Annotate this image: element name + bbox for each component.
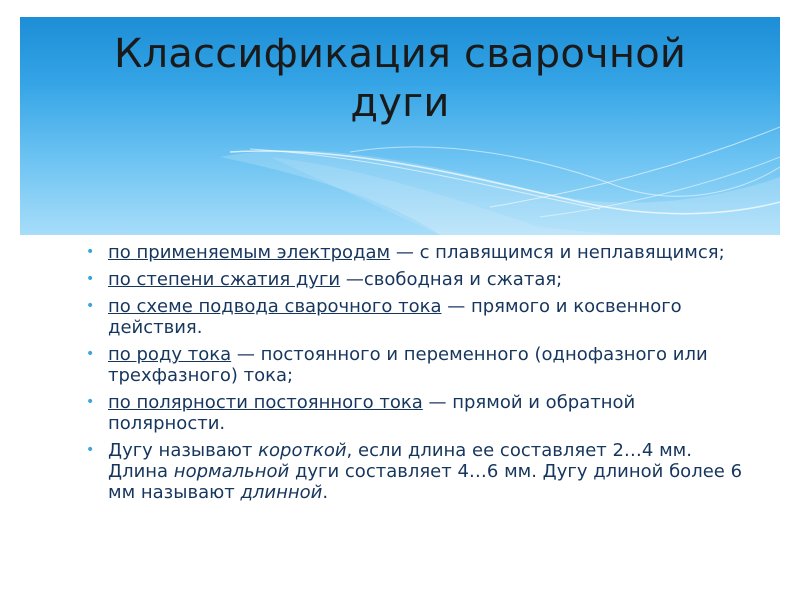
item-term: по применяемым электродам <box>108 242 391 263</box>
list-item <box>86 242 746 263</box>
slide-title-line2: дуги <box>350 80 450 126</box>
arc-text-part: . <box>322 482 329 503</box>
list-item-arc-length <box>86 440 746 503</box>
item-text: — с плавящимся и неплавящимся; <box>390 242 725 263</box>
arc-term-long: длинной <box>240 482 323 503</box>
item-text: — прямого и косвенного действия. <box>108 296 682 338</box>
list-item <box>86 392 746 434</box>
list-item <box>86 296 746 338</box>
list-item <box>86 344 746 386</box>
bullet-icon: • <box>86 346 95 362</box>
item-text: —свободная и сжатая; <box>340 269 563 290</box>
arc-term-normal: нормальной <box>173 461 290 482</box>
bullet-icon: • <box>86 271 95 287</box>
arc-text-part: дуги составляет 4…6 мм. Дугу длиной более 6 мм называют <box>108 461 743 503</box>
item-term: по полярности постоянного тока <box>108 392 423 413</box>
item-term: по схеме подвода сварочного тока <box>108 296 442 317</box>
bullet-icon: • <box>86 298 95 314</box>
item-text: — прямой и обратной полярности. <box>108 392 636 434</box>
arc-text-part: , если длина ее составляет 2…4 мм. Длина <box>108 440 692 482</box>
item-term: по роду тока <box>108 344 232 365</box>
classification-list <box>86 242 746 509</box>
bullet-icon: • <box>86 394 95 410</box>
slide-title <box>0 30 800 128</box>
item-text: — постоянного и переменного (однофазного или трехфазного) тока; <box>108 344 708 386</box>
slide-title-line1: Классификация сварочной <box>113 31 687 77</box>
list-item <box>86 269 746 290</box>
item-term: по степени сжатия дуги <box>108 269 341 290</box>
arc-text-part: Дугу называют <box>108 440 259 461</box>
arc-term-short: короткой <box>258 440 347 461</box>
bullet-icon: • <box>86 244 95 260</box>
bullet-icon: • <box>86 442 95 458</box>
